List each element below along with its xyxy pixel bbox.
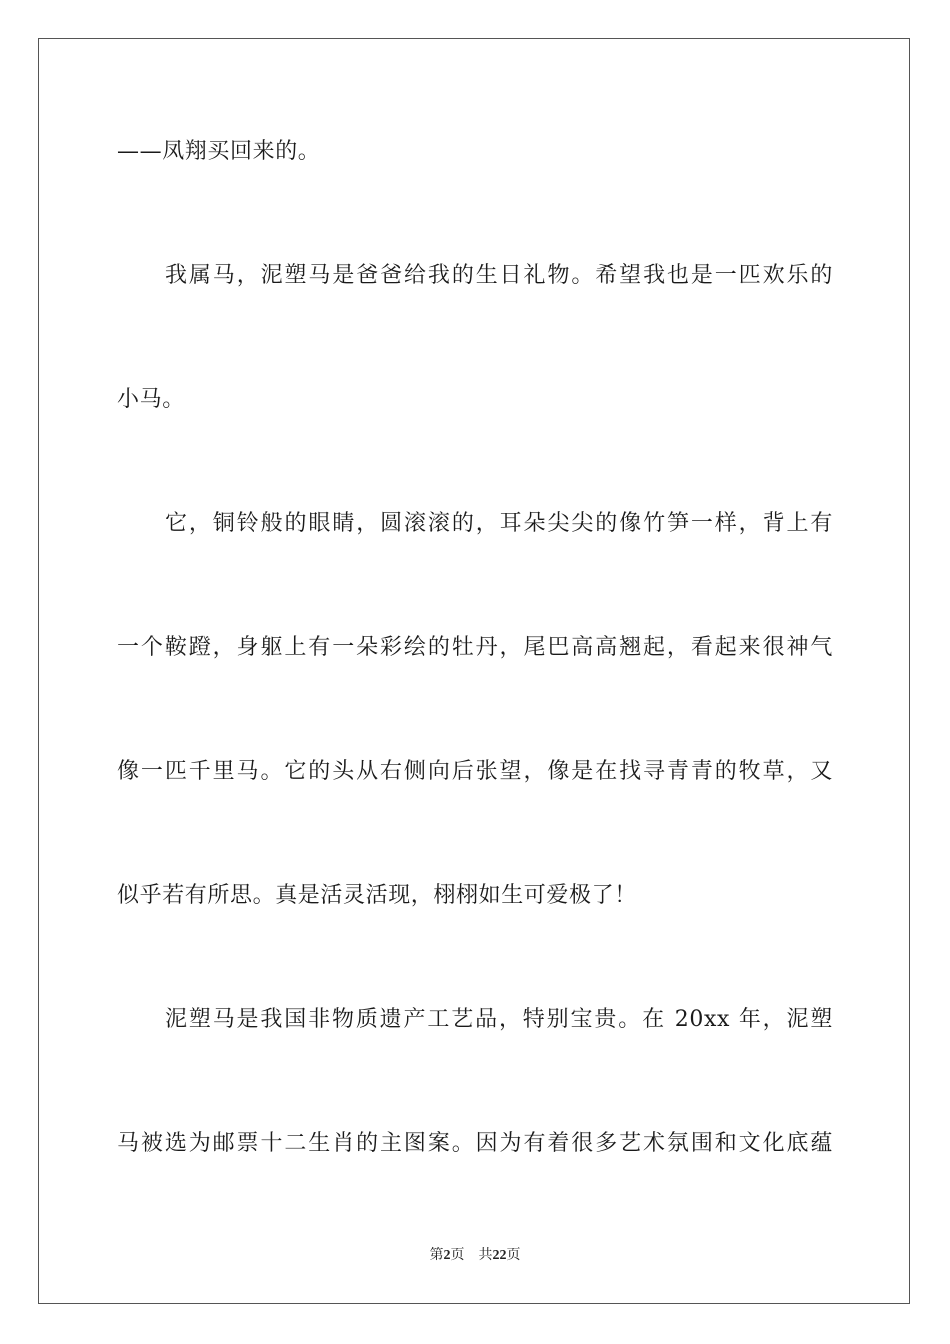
- total-pages-suffix: 页: [506, 1248, 521, 1263]
- text-line-3: 小马。: [117, 387, 185, 412]
- text-line-1: ——凤翔买回来的。: [117, 139, 321, 164]
- total-pages: 22: [492, 1248, 507, 1263]
- text-line-7: 似乎若有所思。真是活灵活现，栩栩如生可爱极了！: [117, 883, 637, 908]
- page-number-suffix: 页: [450, 1248, 465, 1263]
- text-line-9: 马被选为邮票十二生肖的主图案。因为有着很多艺术氛围和文化底蕴: [117, 1131, 833, 1156]
- text-line-2: 我属马，泥塑马是爸爸给我的生日礼物。希望我也是一匹欢乐的: [165, 263, 833, 288]
- text-line-8: 泥塑马是我国非物质遗产工艺品，特别宝贵。在 20xx 年，泥塑: [165, 1007, 833, 1032]
- text-line-4: 它，铜铃般的眼睛，圆滚滚的，耳朵尖尖的像竹笋一样，背上有: [165, 511, 833, 536]
- page-border: [38, 38, 910, 1304]
- page-number-prefix: 第: [429, 1248, 444, 1263]
- page-footer: [0, 1246, 950, 1266]
- total-pages-prefix: 共: [478, 1248, 493, 1263]
- text-line-5: 一个鞍蹬，身躯上有一朵彩绘的牡丹，尾巴高高翘起，看起来很神气: [117, 635, 833, 660]
- text-line-6: 像一匹千里马。它的头从右侧向后张望，像是在找寻青青的牧草，又: [117, 759, 833, 784]
- page-number: 2: [443, 1248, 451, 1263]
